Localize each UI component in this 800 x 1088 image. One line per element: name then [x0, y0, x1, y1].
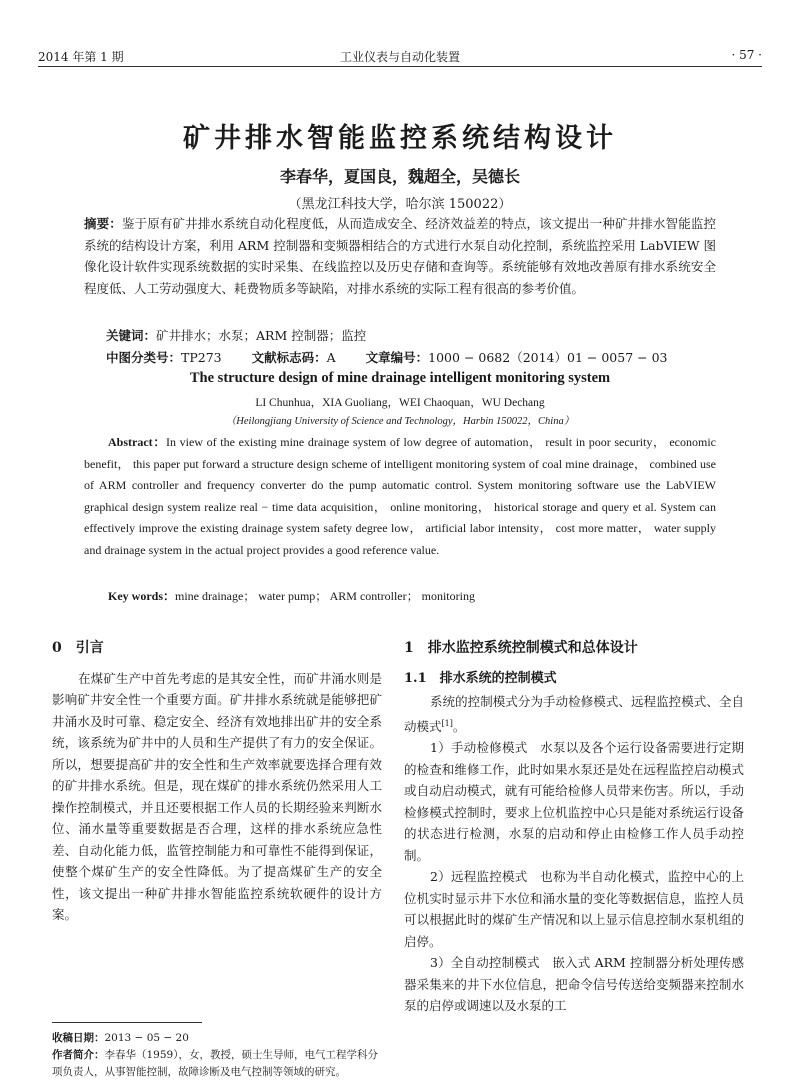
left-column: [52, 638, 382, 926]
keywords-en-text: mine drainage； water pump； ARM controller； monitoring: [175, 589, 475, 603]
citation-ref: [1]: [441, 718, 453, 728]
footnote-rule: [52, 1022, 202, 1023]
author-bio: 李春华（1959），女，教授，硕士生导师，电气工程学科分项负责人，从事智能控制，故障诊断及电气控制等领域的研究。: [52, 1049, 378, 1078]
bio-label: 作者简介：: [52, 1049, 105, 1061]
clc-label: 中图分类号：: [106, 350, 182, 365]
keywords-cn-text: 矿井排水；水泵；ARM 控制器；监控: [156, 328, 367, 343]
running-header: [38, 46, 762, 67]
abstract-en-label: Abstract：: [108, 435, 166, 449]
clc-code: TP273: [181, 350, 222, 365]
received-label: 收稿日期：: [52, 1032, 105, 1044]
keywords-en: [108, 587, 716, 604]
intro-end: 。: [452, 718, 466, 734]
english-title: The structure design of mine drainage intelligent monitoring system: [189, 370, 611, 386]
classification-line: [106, 348, 716, 366]
mode-automatic: 3）全自动控制模式 嵌入式 ARM 控制器分析处理传感器采集来的井下水位信息，把命令信号传送给变频器来控制水泵的启停或调速以及水泵的工: [404, 955, 744, 1014]
authors: 李春华，夏国良，魏超全，吴德长: [279, 167, 520, 186]
abstract-cn-label: 摘要：: [84, 216, 122, 231]
right-column: [404, 638, 744, 1017]
intro-text: 系统的控制模式分为手动检修模式、远程监控模式、全自动模式: [404, 694, 744, 734]
affiliation: （黑龙江科技大学，哈尔滨 150022）: [288, 197, 512, 212]
keywords-cn: [106, 326, 716, 344]
page-number: · 57 ·: [731, 48, 762, 62]
control-mode-intro: [404, 691, 744, 737]
section-1-1-heading: 1.1 排水系统的控制模式: [404, 670, 557, 686]
footnote: [52, 1030, 382, 1081]
keywords-cn-label: 关键词：: [106, 328, 157, 343]
received-date: 2013 − 05 − 20: [104, 1032, 189, 1044]
english-authors: LI Chunhua，XIA Guoliang，WEI Chaoquan，WU Dechang: [255, 397, 545, 409]
abstract-cn: [84, 213, 716, 299]
section-0-paragraph: 在煤矿生产中首先考虑的是其安全性，而矿井涌水则是影响矿井安全性一个重要方面。矿井排水系统就是能够把矿井涌水及时可靠、稳定安全、经济有效地排出矿井的安全系统，该系统为矿井中的人员和生产提供了有力的安全保证。所以，想要提高矿井的安全性和生产效率就要选择合理有效的矿井排水系统。但是，现在煤矿的排水系统仍然采用人工操作控制模式，并且还要根据工作人员的长期经验来判断水位、涌水量等重要数据是否合理，这样的排水系统应急性差、自动化能力低，监管控制能力和可靠性不能得到保证，使整个煤矿生产的安全性降低。为了提高煤矿生产的安全性，该文提出一种矿井排水智能监控系统软硬件的设计方案。: [52, 670, 382, 922]
abstract-en-text: In view of the existing mine drainage system of low degree of automation， result in poor security， economic benefit， this paper put forward a structure design scheme of intelligent monitoring system of coal mine drainage， combined use of ARM controller and frequency converter do the pump automatic control. System monitoring software use the LabVIEW graphical design system realize real − time data acquisition， online monitoring， historical storage and query et al. System can effectively improve the existing drainage system safety degree low， artificial labor intensity， cost more matter， water supply and drainage system in the actual project provides a good reference value.: [84, 435, 716, 557]
section-0-heading: 0 引言: [52, 640, 104, 656]
abstract-en: [84, 432, 716, 561]
paper-title: 矿井排水智能监控系统结构设计: [183, 123, 617, 154]
mode-manual: 1）手动检修模式 水泵以及各个运行设备需要进行定期的检查和维修工作，此时如果水泵还是处在远程监控启动模式或自动启动模式，就有可能给检修人员带来伤害。所以，手动检修模式控制时，要求上位机监控中心只是能对系统运行设备的状态进行检测，水泵的启动和停止由检修工作人员手动控制。: [404, 740, 744, 863]
article-code: 1000 − 0682（2014）01 − 0057 − 03: [428, 350, 668, 365]
article-label: 文章编号：: [365, 350, 429, 365]
journal-name: 工业仪表与自动化装置: [339, 50, 460, 64]
section-1-heading: 1 排水监控系统控制模式和总体设计: [404, 640, 638, 656]
issue-label: 2014 年第 1 期: [38, 50, 124, 64]
keywords-en-label: Key words：: [108, 589, 175, 603]
abstract-cn-text: 鉴于原有矿井排水系统自动化程度低，从而造成安全、经济效益差的特点，该文提出一种矿井排水智能监控系统的结构设计方案，利用 ARM 控制器和变频器相结合的方式进行水泵自动化控制，系统监控采用 LabVIEW 图像化设计软件实现系统数据的实时采集、在线监控以及历史存储和查询等。系统能够有效地改善原有排水系统安全程度低、人工劳动强度大、耗费物质多等缺陷，对排水系统的实际工程有很高的参考价值。: [84, 216, 716, 296]
doc-label: 文献标志码：: [251, 350, 327, 365]
mode-remote: 2）远程监控模式 也称为半自动化模式，监控中心的上位机实时显示井下水位和涌水量的变化等数据信息，监控人员可以根据此时的煤矿生产情况和以上显示信息控制水泵机组的启停。: [404, 869, 744, 949]
doc-code: A: [326, 350, 336, 365]
english-affiliation: （Heilongjiang University of Science and Technology，Harbin 150022，China）: [225, 416, 575, 427]
